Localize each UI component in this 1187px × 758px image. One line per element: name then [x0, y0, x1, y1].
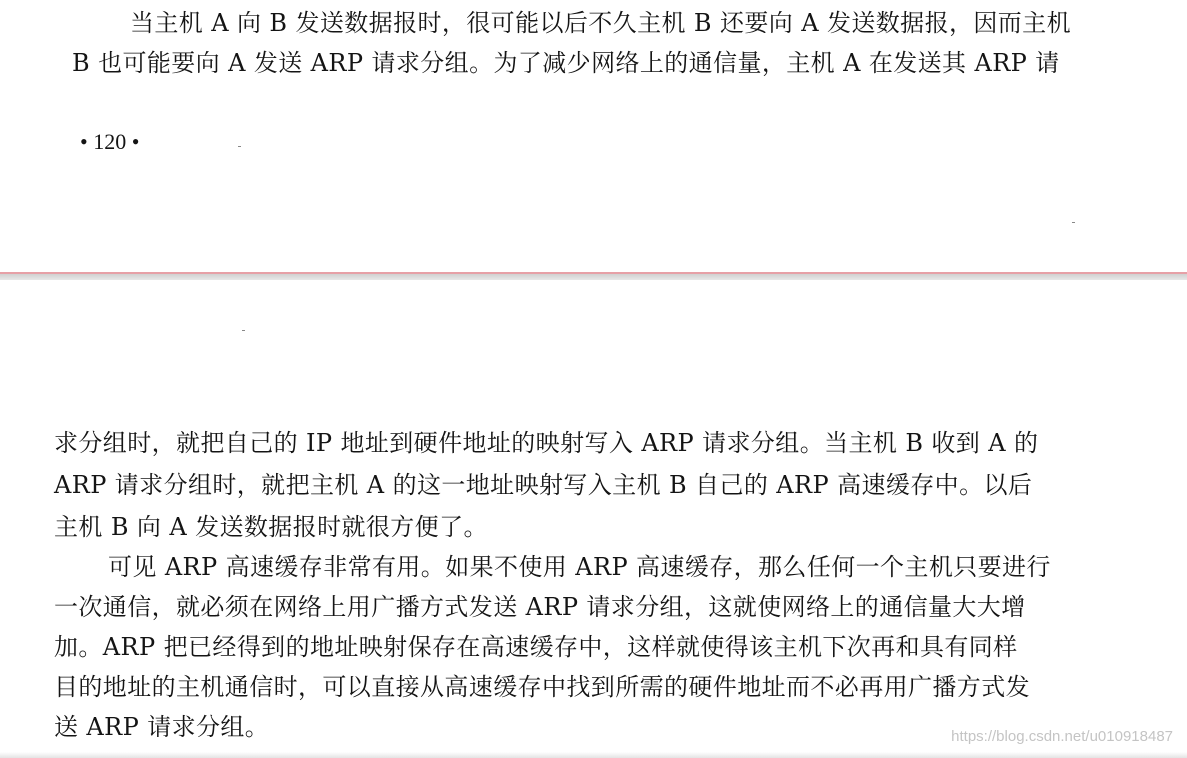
page-number: • 120 •: [80, 129, 140, 154]
text-line: 当主机 A 向 B 发送数据报时，很可能以后不久主机 B 还要向 A 发送数据报，因而主机: [130, 9, 1071, 37]
text-line: 主机 B 向 A 发送数据报时就很方便了。: [54, 513, 488, 541]
text-line: 目的地址的主机通信时，可以直接从高速缓存中找到所需的硬件地址而不必再用广播方式发: [54, 673, 1030, 701]
scan-speck: [1072, 222, 1075, 223]
scan-speck: [238, 146, 241, 147]
text-line: 送 ARP 请求分组。: [54, 713, 270, 741]
watermark-url: https://blog.csdn.net/u010918487: [951, 728, 1173, 745]
bottom-page-fragment: [0, 280, 1187, 758]
text-line: 求分组时，就把自己的 IP 地址到硬件地址的映射写入 ARP 请求分组。当主机 B 收到 A 的: [54, 429, 1039, 457]
text-line: B 也可能要向 A 发送 ARP 请求分组。为了减少网络上的通信量，主机 A 在发送其 ARP 请: [72, 49, 1060, 77]
page-bottom-edge: [0, 752, 1187, 758]
scan-speck: [242, 330, 245, 331]
top-page-fragment: [0, 0, 1187, 272]
text-line: 一次通信，就必须在网络上用广播方式发送 ARP 请求分组，这就使网络上的通信量大大增: [54, 593, 1026, 621]
text-line: 加。ARP 把已经得到的地址映射保存在高速缓存中，这样就使得该主机下次再和具有同样: [54, 633, 1018, 661]
text-line: 可见 ARP 高速缓存非常有用。如果不使用 ARP 高速缓存，那么任何一个主机只要进行: [108, 553, 1051, 581]
text-line: ARP 请求分组时，就把主机 A 的这一地址映射写入主机 B 自己的 ARP 高速缓存中。以后: [54, 471, 1033, 499]
